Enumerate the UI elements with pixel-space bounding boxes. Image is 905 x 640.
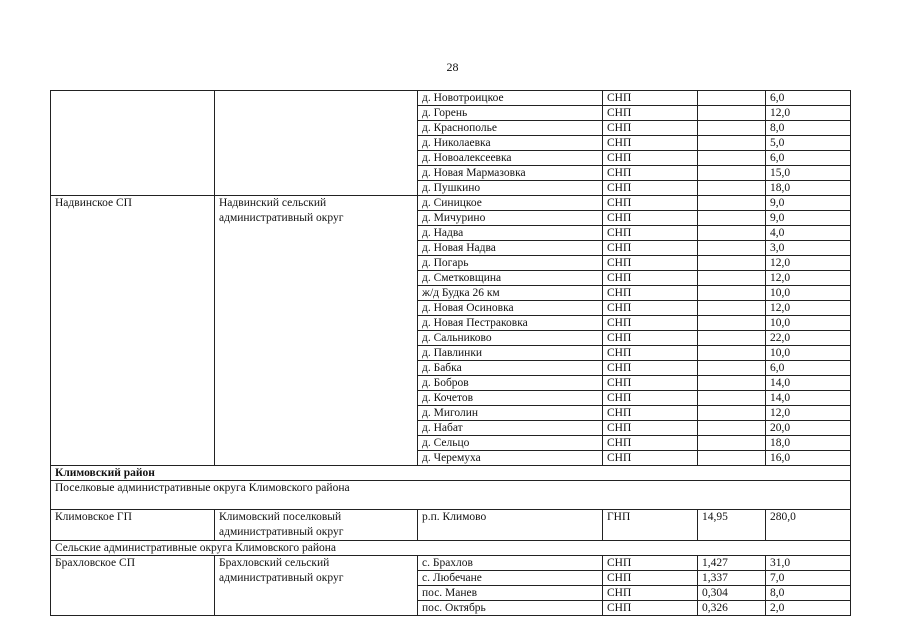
okrug-cell <box>215 91 418 196</box>
settlement-name: д. Бобров <box>418 376 603 391</box>
settlement-area <box>698 106 766 121</box>
settlement-area <box>698 436 766 451</box>
section-header-row <box>51 481 851 510</box>
sp-cell: Климовское ГП <box>51 510 215 541</box>
settlement-value: 15,0 <box>766 166 851 181</box>
settlement-area <box>698 391 766 406</box>
settlement-area <box>698 211 766 226</box>
settlement-type: СНП <box>603 556 698 571</box>
settlement-name: с. Брахлов <box>418 556 603 571</box>
settlement-area: 0,326 <box>698 601 766 616</box>
settlement-name: д. Сальниково <box>418 331 603 346</box>
settlement-value: 10,0 <box>766 286 851 301</box>
settlement-area <box>698 121 766 136</box>
section-title: Поселковые административные округа Климовского района <box>51 481 851 510</box>
settlement-value: 9,0 <box>766 211 851 226</box>
settlement-area: 0,304 <box>698 586 766 601</box>
settlement-value: 12,0 <box>766 106 851 121</box>
settlement-value: 7,0 <box>766 571 851 586</box>
settlement-name: д. Бабка <box>418 361 603 376</box>
region-header-row <box>51 466 851 481</box>
table-row <box>51 556 851 571</box>
settlement-type: СНП <box>603 361 698 376</box>
settlement-name: д. Новая Пестраковка <box>418 316 603 331</box>
table-row <box>51 510 851 541</box>
settlement-type: СНП <box>603 91 698 106</box>
settlement-type: СНП <box>603 436 698 451</box>
settlement-type: СНП <box>603 571 698 586</box>
settlement-name: д. Миголин <box>418 406 603 421</box>
settlement-type: СНП <box>603 151 698 166</box>
section-header-row <box>51 541 851 556</box>
settlement-value: 14,0 <box>766 391 851 406</box>
settlement-value: 12,0 <box>766 301 851 316</box>
sp-cell: Брахловское СП <box>51 556 215 616</box>
settlement-area <box>698 166 766 181</box>
settlement-area <box>698 271 766 286</box>
settlement-value: 8,0 <box>766 586 851 601</box>
settlement-type: СНП <box>603 166 698 181</box>
settlement-type: СНП <box>603 226 698 241</box>
table-row <box>51 91 851 106</box>
settlement-value: 18,0 <box>766 181 851 196</box>
settlement-name: д. Сметковщина <box>418 271 603 286</box>
settlement-name: д. Сельцо <box>418 436 603 451</box>
settlement-name: пос. Манев <box>418 586 603 601</box>
settlement-name: д. Новотроицкое <box>418 91 603 106</box>
settlement-type: СНП <box>603 181 698 196</box>
settlement-area <box>698 241 766 256</box>
settlement-area <box>698 226 766 241</box>
settlement-type: СНП <box>603 391 698 406</box>
settlement-value: 6,0 <box>766 361 851 376</box>
settlement-type: СНП <box>603 256 698 271</box>
settlement-type: СНП <box>603 121 698 136</box>
settlement-name: д. Погарь <box>418 256 603 271</box>
settlement-name: с. Любечане <box>418 571 603 586</box>
settlement-name: д. Черемуха <box>418 451 603 466</box>
okrug-cell: Брахловский сельский административный округ <box>215 556 418 616</box>
settlement-type: СНП <box>603 196 698 211</box>
settlement-name: д. Новая Мармазовка <box>418 166 603 181</box>
settlement-area: 1,337 <box>698 571 766 586</box>
settlement-area <box>698 346 766 361</box>
settlement-area <box>698 256 766 271</box>
settlement-name: д. Надва <box>418 226 603 241</box>
settlement-type: СНП <box>603 271 698 286</box>
settlement-area <box>698 181 766 196</box>
settlement-area <box>698 376 766 391</box>
settlement-value: 22,0 <box>766 331 851 346</box>
settlement-value: 280,0 <box>766 510 851 541</box>
settlement-name: д. Синицкое <box>418 196 603 211</box>
settlement-name: д. Набат <box>418 421 603 436</box>
settlement-type: СНП <box>603 301 698 316</box>
settlement-type: СНП <box>603 136 698 151</box>
settlement-type: СНП <box>603 211 698 226</box>
settlement-area <box>698 361 766 376</box>
settlement-name: ж/д Будка 26 км <box>418 286 603 301</box>
settlement-value: 5,0 <box>766 136 851 151</box>
settlement-name: д. Новая Осиновка <box>418 301 603 316</box>
settlement-type: СНП <box>603 346 698 361</box>
settlement-value: 10,0 <box>766 316 851 331</box>
section-title: Сельские административные округа Климовского района <box>51 541 851 556</box>
settlement-type: СНП <box>603 376 698 391</box>
settlement-type: СНП <box>603 421 698 436</box>
settlement-type: СНП <box>603 331 698 346</box>
settlement-value: 12,0 <box>766 271 851 286</box>
settlement-type: ГНП <box>603 510 698 541</box>
settlement-area <box>698 151 766 166</box>
table-body <box>51 91 851 616</box>
settlement-value: 14,0 <box>766 376 851 391</box>
settlement-name: д. Пушкино <box>418 181 603 196</box>
settlement-area <box>698 451 766 466</box>
settlement-value: 18,0 <box>766 436 851 451</box>
sp-cell: Надвинское СП <box>51 196 215 466</box>
settlement-area <box>698 301 766 316</box>
settlement-value: 12,0 <box>766 406 851 421</box>
settlement-value: 2,0 <box>766 601 851 616</box>
settlement-value: 6,0 <box>766 91 851 106</box>
settlement-value: 8,0 <box>766 121 851 136</box>
settlement-value: 3,0 <box>766 241 851 256</box>
settlement-value: 12,0 <box>766 256 851 271</box>
settlement-value: 31,0 <box>766 556 851 571</box>
settlement-value: 20,0 <box>766 421 851 436</box>
settlement-value: 6,0 <box>766 151 851 166</box>
settlement-area: 1,427 <box>698 556 766 571</box>
settlement-value: 9,0 <box>766 196 851 211</box>
settlement-type: СНП <box>603 586 698 601</box>
settlement-type: СНП <box>603 406 698 421</box>
settlement-type: СНП <box>603 316 698 331</box>
settlement-name: пос. Октябрь <box>418 601 603 616</box>
okrug-cell: Надвинский сельский административный округ <box>215 196 418 466</box>
page-number: 28 <box>446 60 459 74</box>
settlement-area <box>698 421 766 436</box>
settlement-area <box>698 406 766 421</box>
settlement-name: д. Павлинки <box>418 346 603 361</box>
settlements-table <box>50 90 851 616</box>
settlement-area <box>698 91 766 106</box>
settlement-area <box>698 331 766 346</box>
settlement-name: р.п. Климово <box>418 510 603 541</box>
settlement-name: д. Краснополье <box>418 121 603 136</box>
settlement-area <box>698 196 766 211</box>
settlement-type: СНП <box>603 286 698 301</box>
settlement-name: д. Новая Надва <box>418 241 603 256</box>
settlement-type: СНП <box>603 601 698 616</box>
settlement-name: д. Кочетов <box>418 391 603 406</box>
table-row <box>51 196 851 211</box>
settlement-area <box>698 286 766 301</box>
settlement-value: 4,0 <box>766 226 851 241</box>
settlement-name: д. Мичурино <box>418 211 603 226</box>
settlement-type: СНП <box>603 241 698 256</box>
settlement-area <box>698 316 766 331</box>
settlement-value: 10,0 <box>766 346 851 361</box>
settlement-value: 16,0 <box>766 451 851 466</box>
settlement-area <box>698 136 766 151</box>
settlement-name: д. Николаевка <box>418 136 603 151</box>
settlement-area: 14,95 <box>698 510 766 541</box>
region-title: Климовский район <box>51 466 851 481</box>
okrug-cell: Климовский поселковый административный округ <box>215 510 418 541</box>
settlement-type: СНП <box>603 451 698 466</box>
settlement-name: д. Новоалексеевка <box>418 151 603 166</box>
sp-cell <box>51 91 215 196</box>
settlement-type: СНП <box>603 106 698 121</box>
settlement-name: д. Горень <box>418 106 603 121</box>
